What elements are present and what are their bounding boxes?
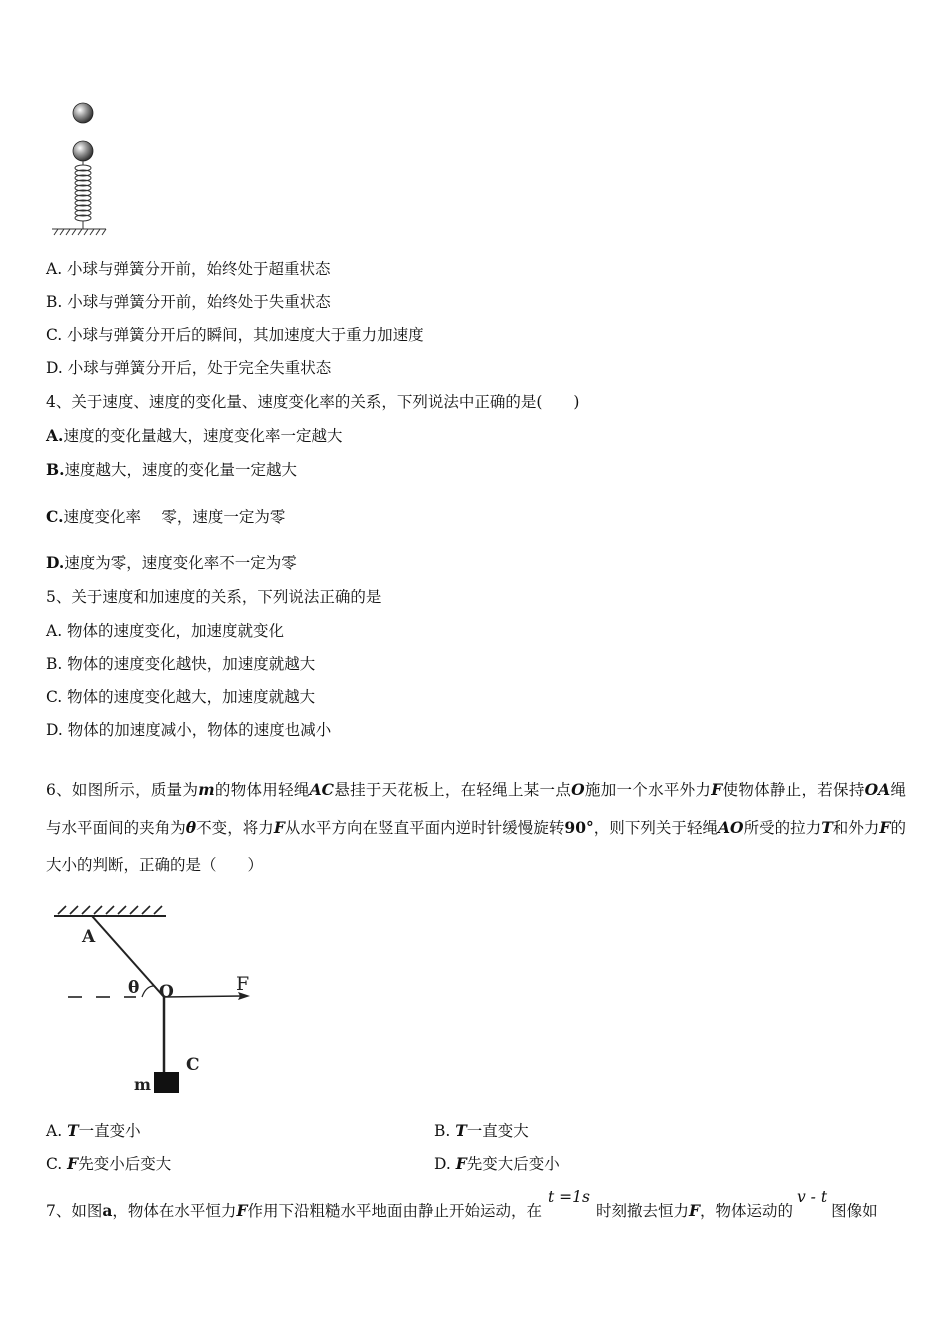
label-a: A (82, 927, 96, 947)
ceiling-hatch (58, 906, 162, 914)
q5-option-d: D. 物体的加速度减小，物体的速度也减小 (46, 721, 332, 739)
q7-stem: 7、如图a，物体在水平恒力F作用下沿粗糙水平地面由静止开始运动，在t =1s时刻撤去恒力F，物体运动的v - t图像如 (46, 1188, 878, 1220)
q6-option-d: D. F先变大后变小 (434, 1154, 560, 1173)
label-o: O (159, 982, 174, 1002)
q5-stem: 5、关于速度和加速度的关系，下列说法正确的是 (46, 588, 382, 606)
q4-option-c-letter: C. (46, 507, 64, 526)
q4-option-d (46, 553, 297, 573)
angle-arc (142, 986, 154, 997)
q4-option-b-text: 速度越大，速度的变化量一定越大 (64, 461, 298, 479)
q5-option-c: C. 物体的速度变化越大，加速度就越大 (46, 688, 316, 706)
q6-option-a: A. T一直变小 (46, 1121, 141, 1140)
q6-option-c: C. F先变小后变大 (46, 1154, 172, 1173)
q4-option-b (46, 460, 297, 480)
q5-option-b: B. 物体的速度变化越快，加速度就越大 (46, 655, 316, 673)
q5-option-a: A. 物体的速度变化，加速度就变化 (46, 622, 285, 640)
q3-option-b: B. 小球与弹簧分开前，始终处于失重状态 (46, 293, 331, 311)
q4-stem: 4、关于速度、速度的变化量、速度变化率的关系，下列说法中正确的是( ) (46, 393, 580, 411)
spring-ball-figure (40, 95, 160, 245)
q7-math-vt: v - t (796, 1188, 828, 1206)
q3-option-c: C. 小球与弹簧分开后的瞬间，其加速度大于重力加速度 (46, 326, 424, 344)
q6-option-b: B. T一直变大 (434, 1121, 529, 1140)
q3-option-a: A. 小球与弹簧分开前，始终处于超重状态 (46, 260, 331, 278)
label-f: F (236, 973, 250, 995)
lower-ball (73, 141, 93, 161)
q4-option-a-letter: A. (46, 426, 64, 445)
q6-stem: 6、如图所示，质量为m的物体用轻绳AC悬挂于天花板上，在轻绳上某一点O施加一个水平外力F使物体静止，若保持OA绳与水平面间的夹角为θ不变，将力F从水平方向在竖直平面内逆时针缓慢旋转90°，则下列关于轻绳AO所受的拉力T和外力F的大小的判断，正确的是（ ） (46, 780, 906, 874)
rope-force-figure (50, 900, 270, 1100)
q4-option-b-letter: B. (46, 460, 65, 479)
q3-option-d: D. 小球与弹簧分开后，处于完全失重状态 (46, 359, 332, 377)
spring (75, 161, 91, 229)
q4-option-d-letter: D. (46, 553, 65, 572)
q7-math-t: t =1s (547, 1188, 590, 1206)
ground-hatch (52, 229, 106, 235)
force-f-line (164, 996, 242, 997)
q4-option-a (46, 426, 342, 446)
q4-option-c (46, 507, 285, 527)
q4-option-a-text: 速度的变化量越大，速度变化率一定越大 (63, 427, 343, 445)
label-theta: θ (128, 978, 140, 998)
q4-option-c-text: 速度变化率 零，速度一定为零 (63, 508, 286, 526)
q4-option-d-text: 速度为零，速度变化率不一定为零 (64, 554, 297, 572)
label-m: m (134, 1075, 151, 1094)
mass-block (154, 1072, 179, 1093)
label-c: C (186, 1055, 200, 1075)
upper-ball (73, 103, 93, 123)
